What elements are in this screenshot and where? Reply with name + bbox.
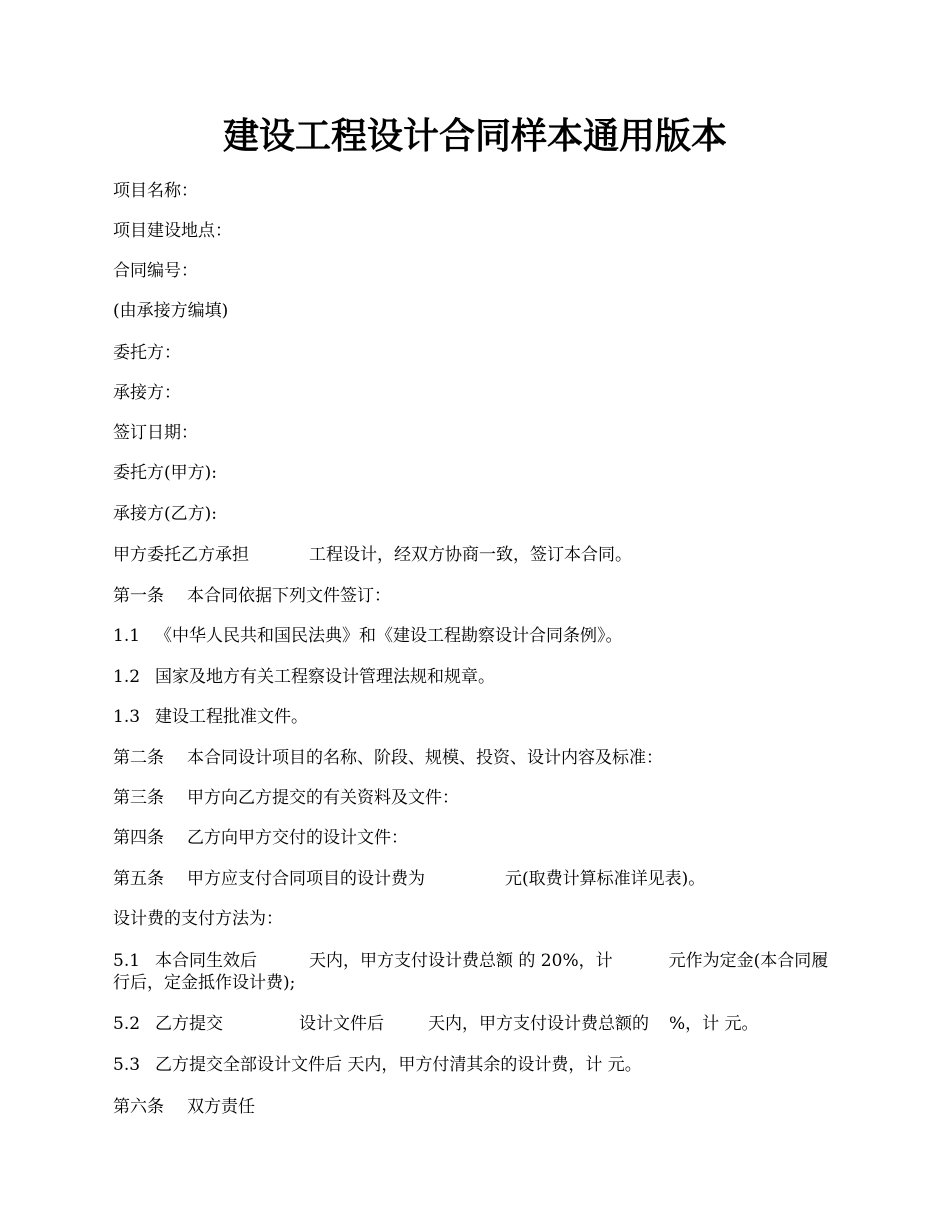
- article-2: [113, 747, 843, 769]
- item-text: 乙方提交全部设计文件后 天内，甲方付清其余的设计费，计 元。: [155, 1055, 642, 1075]
- item-text: 《中华人民共和国民法典》和《建设工程勘察设计合同条例》。: [155, 626, 623, 646]
- item-part-1: 本合同生效后: [155, 951, 257, 971]
- article-6-text: 双方责任: [187, 1097, 255, 1117]
- field-project-name: 项目名称：: [113, 181, 198, 201]
- article-5-text-after: 元(取费计算标准详见表)。: [505, 869, 706, 889]
- article-5-label: 第五条: [113, 869, 164, 889]
- field-party-a: 委托方(甲方):: [113, 463, 217, 483]
- article-4-text: 乙方向甲方交付的设计文件：: [187, 828, 408, 848]
- item-text: 国家及地方有关工程察设计管理法规和规章。: [155, 667, 495, 687]
- article-1-label: 第一条: [113, 586, 164, 606]
- article-3-text: 甲方向乙方提交的有关资料及文件：: [187, 788, 459, 808]
- article-1-item-2: [113, 666, 843, 688]
- field-contract-no-note: (由承接方编填): [113, 301, 229, 321]
- intro-before: 甲方委托乙方承担: [113, 545, 249, 565]
- item-number: 1.2: [113, 667, 141, 687]
- item-text: 建设工程批准文件。: [155, 707, 308, 727]
- field-project-location: 项目建设地点：: [113, 221, 232, 241]
- item-part-1: 乙方提交: [155, 1014, 223, 1034]
- item-number: 1.1: [113, 626, 141, 646]
- article-3: [113, 787, 843, 809]
- article-5: [113, 868, 843, 890]
- item-part-3: 天内，甲方支付设计费总额的: [428, 1014, 649, 1034]
- payment-method: 设计费的支付方法为：: [113, 909, 283, 929]
- field-contractor: 承接方：: [113, 383, 181, 403]
- intro-after: 工程设计，经双方协商一致，签订本合同。: [309, 545, 632, 565]
- article-3-label: 第三条: [113, 788, 164, 808]
- item-number: 1.3: [113, 707, 141, 727]
- item-part-4: %，计 元。: [669, 1014, 759, 1034]
- item-part-2: 设计文件后: [299, 1014, 384, 1034]
- field-client: 委托方：: [113, 343, 181, 363]
- article-5-item-2: [113, 1013, 843, 1035]
- field-contract-no: 合同编号：: [113, 261, 198, 281]
- article-5-item-1: [113, 950, 843, 994]
- article-2-label: 第二条: [113, 748, 164, 768]
- article-1-item-3: [113, 706, 843, 728]
- document-title: 建设工程设计合同样本通用版本: [222, 115, 727, 157]
- field-sign-date: 签订日期：: [113, 423, 198, 443]
- item-part-2: 天内，甲方支付设计费总额 的 20%，计: [309, 951, 613, 971]
- item-number: 5.2: [113, 1014, 141, 1034]
- article-1-heading: [113, 585, 843, 607]
- article-4: [113, 827, 843, 849]
- item-part-3: 元作为定金(本合同履行后，定金抵作设计费);: [113, 951, 829, 993]
- article-1-text: 本合同依据下列文件签订：: [187, 586, 391, 606]
- article-5-item-3: [113, 1054, 843, 1076]
- article-5-text-before: 甲方应支付合同项目的设计费为: [187, 869, 425, 889]
- article-4-label: 第四条: [113, 828, 164, 848]
- article-6: [113, 1096, 843, 1118]
- article-6-label: 第六条: [113, 1097, 164, 1117]
- intro-paragraph: [113, 544, 843, 566]
- article-1-item-1: [113, 625, 843, 647]
- article-2-text: 本合同设计项目的名称、阶段、规模、投资、设计内容及标准：: [187, 748, 663, 768]
- item-number: 5.1: [113, 951, 141, 971]
- field-party-b: 承接方(乙方):: [113, 504, 217, 524]
- item-number: 5.3: [113, 1055, 141, 1075]
